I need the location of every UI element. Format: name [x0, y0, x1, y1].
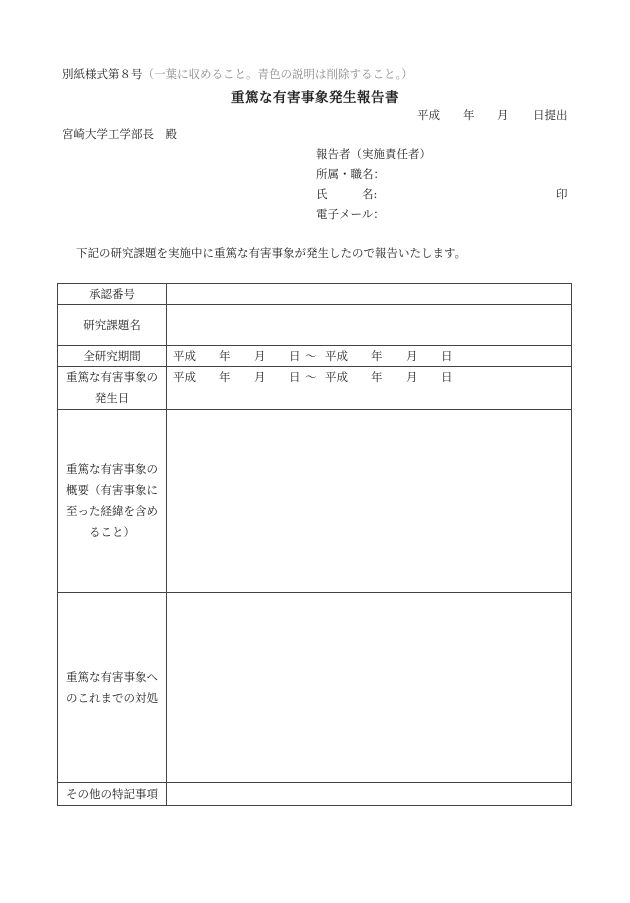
reporter-name-row	[316, 186, 576, 202]
occurrence-date-label: 重篤な有害事象の発生日	[58, 367, 167, 410]
submission-date	[0, 107, 630, 123]
project-title-field[interactable]	[167, 305, 572, 346]
row-full-period	[58, 346, 572, 367]
addressee: 宮崎大学工学部長 殿	[62, 127, 177, 141]
document-title: 重篤な有害事象発生報告書	[231, 90, 399, 106]
report-table	[57, 283, 572, 806]
row-occurrence-date	[58, 367, 572, 410]
submit-era: 平成	[417, 108, 440, 122]
occ-day-start: 日	[289, 370, 301, 384]
project-title-label: 研究課題名	[58, 305, 167, 346]
reporter-email-row	[316, 206, 576, 222]
period-era-start: 平成	[173, 349, 196, 363]
form-label	[62, 66, 413, 82]
email-label: 電子メール：	[316, 207, 385, 221]
full-period-label: 全研究期間	[58, 346, 167, 367]
occ-era-start: 平成	[173, 370, 196, 384]
approval-number-field[interactable]	[167, 284, 572, 305]
period-day-end: 日	[441, 349, 453, 363]
response-label: 重篤な有害事象へのこれまでの対処	[58, 593, 167, 783]
summary-field[interactable]	[167, 410, 572, 593]
occ-day-end: 日	[441, 370, 453, 384]
summary-label: 重篤な有害事象の概要（有害事象に至った経緯を含めること）	[58, 410, 167, 593]
period-month-end: 月	[406, 349, 418, 363]
occurrence-date-field[interactable]	[167, 367, 572, 410]
name-label-first: 氏	[316, 187, 328, 201]
row-response	[58, 593, 572, 783]
occurrence-period-dates	[167, 367, 571, 387]
intro-text: 下記の研究課題を実施中に重篤な有害事象が発生したので報告いたします。	[76, 246, 467, 260]
row-summary	[58, 410, 572, 593]
approval-number-label: 承認番号	[58, 284, 167, 305]
submit-year: 年	[463, 108, 475, 122]
seal-mark: 印	[556, 187, 568, 201]
full-period-field[interactable]	[167, 346, 572, 367]
period-day-start: 日	[289, 349, 301, 363]
occ-month-end: 月	[406, 370, 418, 384]
form-number: 別紙様式第８号	[62, 67, 143, 81]
period-tilde: ～	[305, 349, 317, 363]
submit-day: 日提出	[533, 108, 568, 122]
form-instruction-note: （一葉に収めること。青色の説明は削除すること。）	[142, 67, 413, 81]
period-year-end: 年	[371, 349, 383, 363]
row-project-title	[58, 305, 572, 346]
submit-month: 月	[497, 108, 509, 122]
period-era-end: 平成	[325, 349, 348, 363]
row-approval-number	[58, 284, 572, 305]
occ-era-end: 平成	[325, 370, 348, 384]
occ-month-start: 月	[254, 370, 266, 384]
response-field[interactable]	[167, 593, 572, 783]
row-other-notes	[58, 783, 572, 806]
other-notes-label: その他の特記事項	[58, 783, 167, 806]
occ-year-end: 年	[371, 370, 383, 384]
occ-tilde: ～	[305, 370, 317, 384]
other-notes-field[interactable]	[167, 783, 572, 806]
name-label-second: 名:	[362, 187, 378, 201]
reporter-heading: 報告者（実施責任者）	[316, 147, 431, 161]
occ-year-start: 年	[219, 370, 231, 384]
reporter-affiliation-row	[316, 166, 576, 182]
period-year-start: 年	[219, 349, 231, 363]
affiliation-label: 所属・職名：	[316, 167, 385, 181]
full-period-dates	[167, 346, 571, 366]
period-month-start: 月	[254, 349, 266, 363]
